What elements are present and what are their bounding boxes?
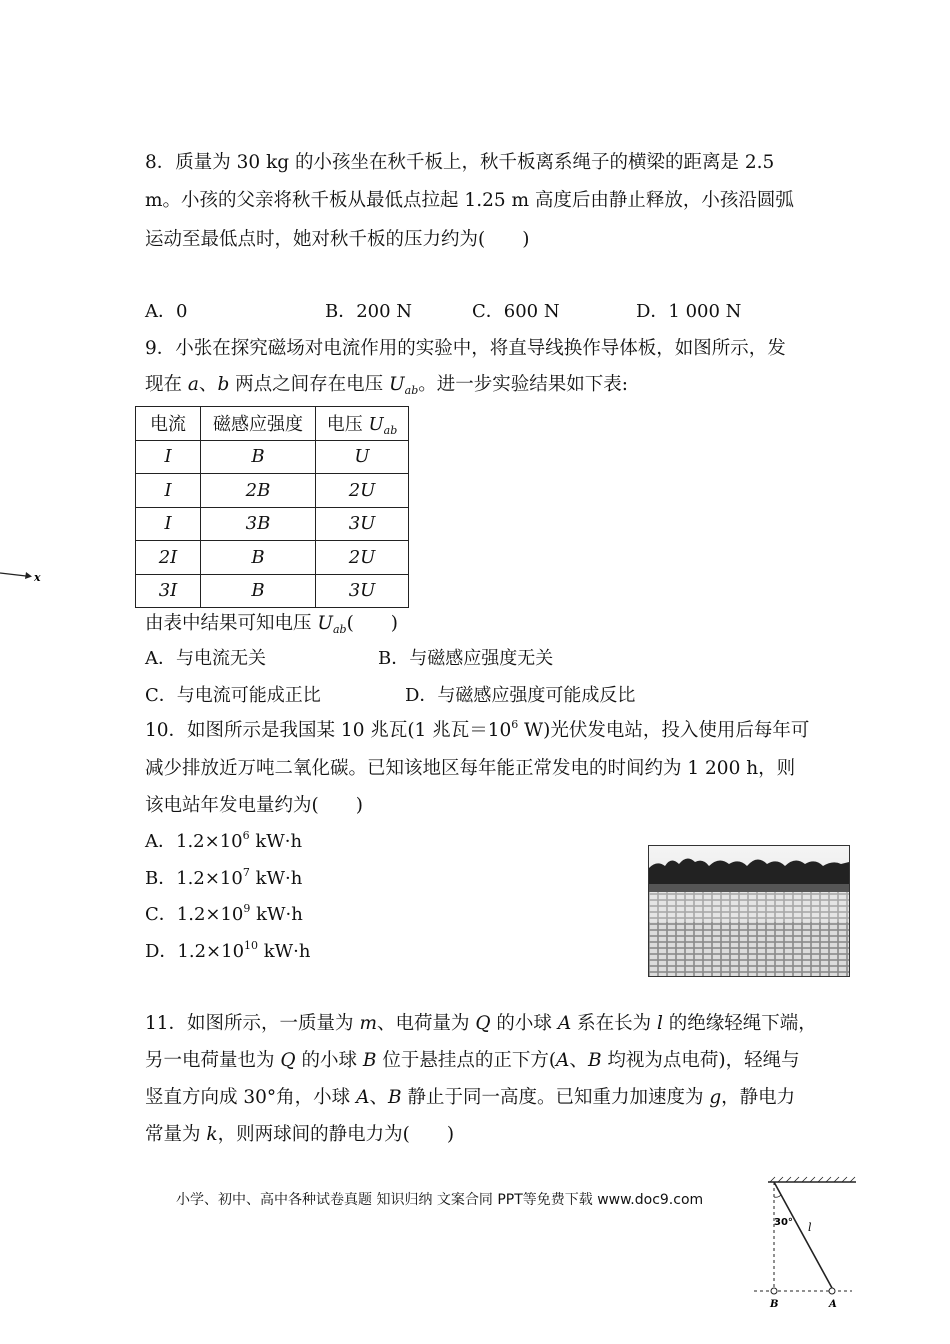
- table-cell: 2I: [136, 541, 201, 575]
- q10-line-2: 减少排放近万吨二氧化碳。已知该地区每年能正常发电的时间约为 1 200 h，则: [145, 758, 796, 779]
- axis-fragment-figure: [0, 566, 45, 586]
- q8-line-2: m。小孩的父亲将秋千板从最低点拉起 1.25 m 高度后由静止释放，小孩沿圆弧: [145, 190, 794, 211]
- q8-line-1: 8．质量为 30 kg 的小孩坐在秋千板上，秋千板离系绳子的横梁的距离是 2.5: [145, 152, 775, 173]
- footer-ad-text: 小学、初中、高中各种试卷真题 知识归纳 文案合同 PPT等免费下载 www.doc9.com: [176, 1192, 704, 1208]
- pendulum-diagram: [748, 1175, 858, 1315]
- solar-station-photo: [648, 845, 850, 977]
- table-cell: 2U: [316, 541, 409, 575]
- table-cell: 2B: [201, 474, 316, 508]
- table-cell: B: [201, 574, 316, 608]
- table-cell: B: [201, 440, 316, 474]
- ball-b: [771, 1288, 777, 1294]
- q9-option-a: A．与电流无关: [145, 648, 266, 669]
- table-cell: I: [136, 440, 201, 474]
- q9-option-d: D．与磁感应强度可能成反比: [405, 685, 636, 706]
- table-cell: 3B: [201, 507, 316, 541]
- axis-label: x: [34, 571, 41, 584]
- header-field: 磁感应强度: [201, 407, 316, 441]
- table-row: [136, 507, 409, 541]
- ball-a: [829, 1288, 835, 1294]
- q10-option-c: C．$1.2\times 10^9$ kW·h: [145, 902, 303, 925]
- q8-line-3: 运动至最低点时，她对秋千板的压力约为( ): [145, 229, 530, 250]
- table-row: [136, 474, 409, 508]
- table-cell: I: [136, 507, 201, 541]
- q8-option-d: D．1 000 N: [636, 301, 742, 322]
- table-header-row: [136, 407, 409, 441]
- q9-conclusion: 由表中结果可知电压 $U_{ab}$( ): [145, 613, 399, 636]
- table-cell: 3U: [316, 574, 409, 608]
- q10-option-b: B．$1.2\times 10^7$ kW·h: [145, 866, 303, 889]
- table-cell: I: [136, 474, 201, 508]
- table-row: [136, 541, 409, 575]
- q9-option-c: C．与电流可能成正比: [145, 685, 321, 706]
- table-cell: 2U: [316, 474, 409, 508]
- table-cell: 3U: [316, 507, 409, 541]
- header-voltage: 电压 $U_{ab}$: [316, 407, 409, 441]
- q11-line-1: 11．如图所示，一质量为 m、电荷量为 Q 的小球 A 系在长为 l 的绝缘轻绳下端，: [145, 1013, 817, 1034]
- q11-line-2: 另一电荷量也为 Q 的小球 B 位于悬挂点的正下方(A、B 均视为点电荷)，轻绳与: [145, 1050, 800, 1071]
- ball-b-label: B: [770, 1299, 779, 1310]
- angle-label: 30°: [774, 1217, 793, 1228]
- length-label: l: [808, 1221, 812, 1234]
- q8-option-c: C．600 N: [472, 301, 560, 322]
- q9-line-2: 现在 a、b 两点之间存在电压 $U_{ab}$。进一步实验结果如下表:: [145, 374, 628, 397]
- q10-option-a: A．$1.2\times 10^6$ kW·h: [145, 829, 303, 852]
- q10-line-3: 该电站年发电量约为( ): [145, 795, 363, 816]
- q11-line-4: 常量为 k，则两球间的静电力为( ): [145, 1124, 455, 1145]
- q9-line-1: 9．小张在探究磁场对电流作用的实验中，将直导线换作导体板，如图所示，发: [145, 338, 786, 359]
- angle-arc: [774, 1195, 781, 1197]
- q10-line-1: 10．如图所示是我国某 10 兆瓦(1 兆瓦$=10^6$ W)光伏发电站，投入使用后每年可: [145, 718, 810, 741]
- q8-option-b: B．200 N: [325, 301, 413, 322]
- axis-arrow-icon: [25, 572, 32, 579]
- table-row: [136, 574, 409, 608]
- q8-option-a: A．0: [145, 301, 188, 322]
- header-current: 电流: [136, 407, 201, 441]
- string-line: [774, 1182, 832, 1288]
- axis-line: [0, 573, 26, 576]
- q10-option-d: D．$1.2\times 10^{10}$ kW·h: [145, 939, 311, 962]
- q9-option-b: B．与磁感应强度无关: [378, 648, 554, 669]
- table-cell: 3I: [136, 574, 201, 608]
- table-cell: U: [316, 440, 409, 474]
- table-cell: B: [201, 541, 316, 575]
- q11-line-3: 竖直方向成 30°角，小球 A、B 静止于同一高度。已知重力加速度为 g，静电力: [145, 1087, 796, 1108]
- ball-a-label: A: [829, 1299, 837, 1310]
- results-table: [135, 406, 409, 608]
- table-row: [136, 440, 409, 474]
